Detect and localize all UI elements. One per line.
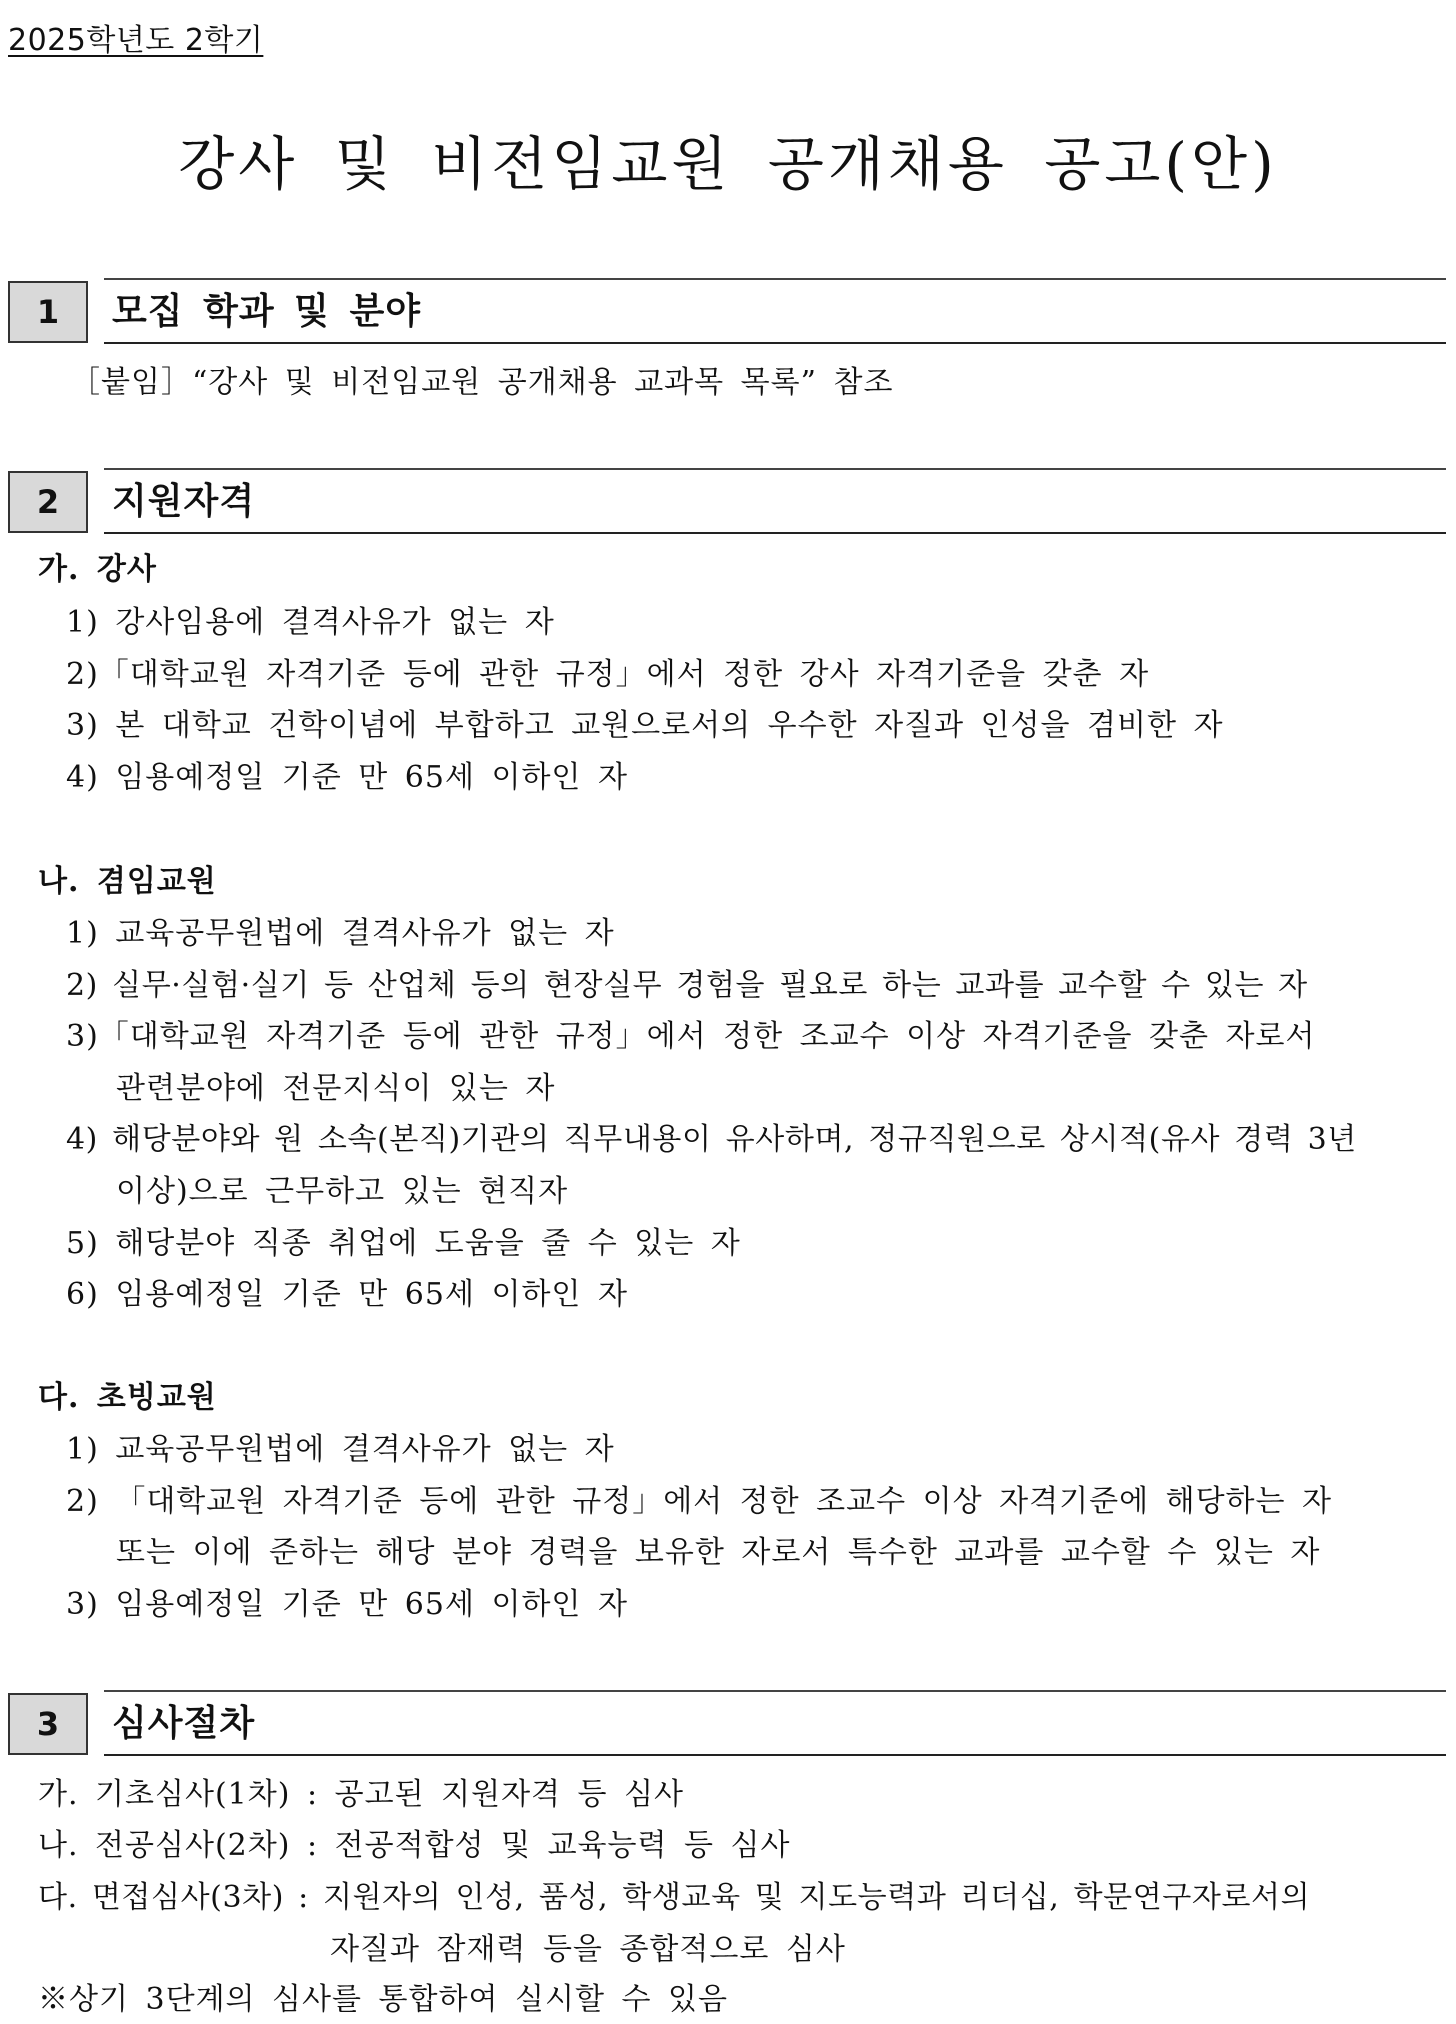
attachment-reference: ［붙임］“강사 및 비전임교원 공개채용 교과목 목록” 참조	[70, 365, 894, 400]
section-divider	[104, 468, 1446, 470]
section-title: 심사절차	[112, 1703, 256, 1744]
section-2-header	[8, 468, 1446, 534]
list-item: 3)「대학교원 자격기준 등에 관한 규정」에서 정한 조교수 이상 자격기준을 갖춘 자로서	[66, 1019, 1316, 1054]
review-step: 다. 면접심사(3차) : 지원자의 인성, 품성, 학생교육 및 지도능력과 리더십, 학문연구자로서의	[38, 1880, 1311, 1915]
section-title: 모집 학과 및 분야	[112, 291, 422, 332]
review-step-continuation: 자질과 잠재력 등을 종합적으로 심사	[330, 1932, 846, 1967]
subsection-heading-visiting: 다. 초빙교원	[38, 1380, 217, 1415]
section-number-badge: 2	[8, 471, 88, 533]
section-1-header	[8, 278, 1446, 344]
list-item: 2)「대학교원 자격기준 등에 관한 규정」에서 정한 강사 자격기준을 갖춘 자	[66, 657, 1150, 692]
list-item: 4) 임용예정일 기준 만 65세 이하인 자	[66, 760, 628, 795]
section-divider	[104, 278, 1446, 280]
list-item: 2) 실무·실험·실기 등 산업체 등의 현장실무 경험을 필요로 하는 교과를 교수할 수 있는 자	[66, 968, 1308, 1003]
list-item: 1) 강사임용에 결격사유가 없는 자	[66, 605, 555, 640]
list-item: 3) 본 대학교 건학이념에 부합하고 교원으로서의 우수한 자질과 인성을 겸비한 자	[66, 708, 1224, 743]
semester-label: 2025학년도 2학기	[8, 23, 264, 58]
list-item: 5) 해당분야 직종 취업에 도움을 줄 수 있는 자	[66, 1226, 741, 1261]
list-item-continuation: 또는 이에 준하는 해당 분야 경력을 보유한 자로서 특수한 교과를 교수할 수 있는 자	[116, 1535, 1321, 1570]
document-title: 강사 및 비전임교원 공개채용 공고(안)	[178, 130, 1278, 198]
list-item: 3) 임용예정일 기준 만 65세 이하인 자	[66, 1587, 628, 1622]
list-item: 6) 임용예정일 기준 만 65세 이하인 자	[66, 1277, 628, 1312]
review-note: ※상기 3단계의 심사를 통합하여 실시할 수 있음	[38, 1982, 728, 2017]
list-item-continuation: 이상)으로 근무하고 있는 현직자	[116, 1174, 569, 1209]
review-step: 나. 전공심사(2차) : 전공적합성 및 교육능력 등 심사	[38, 1828, 791, 1863]
subsection-heading-adjunct: 나. 겸임교원	[38, 864, 217, 899]
list-item: 1) 교육공무원법에 결격사유가 없는 자	[66, 1432, 615, 1467]
section-divider	[104, 342, 1446, 344]
list-item: 1) 교육공무원법에 결격사유가 없는 자	[66, 916, 615, 951]
section-divider	[104, 1690, 1446, 1692]
section-3-header	[8, 1690, 1446, 1756]
list-item: 2) 「대학교원 자격기준 등에 관한 규정」에서 정한 조교수 이상 자격기준에 해당하는 자	[66, 1484, 1333, 1519]
section-title: 지원자격	[112, 481, 256, 522]
section-divider	[104, 532, 1446, 534]
section-divider	[104, 1754, 1446, 1756]
list-item: 4) 해당분야와 원 소속(본직)기관의 직무내용이 유사하며, 정규직원으로 상시적(유사 경력 3년	[66, 1122, 1357, 1157]
section-number-badge: 3	[8, 1693, 88, 1755]
section-number-badge: 1	[8, 281, 88, 343]
review-step: 가. 기초심사(1차) : 공고된 지원자격 등 심사	[38, 1777, 685, 1812]
subsection-heading-lecturer: 가. 강사	[38, 552, 157, 587]
list-item-continuation: 관련분야에 전문지식이 있는 자	[116, 1071, 556, 1106]
